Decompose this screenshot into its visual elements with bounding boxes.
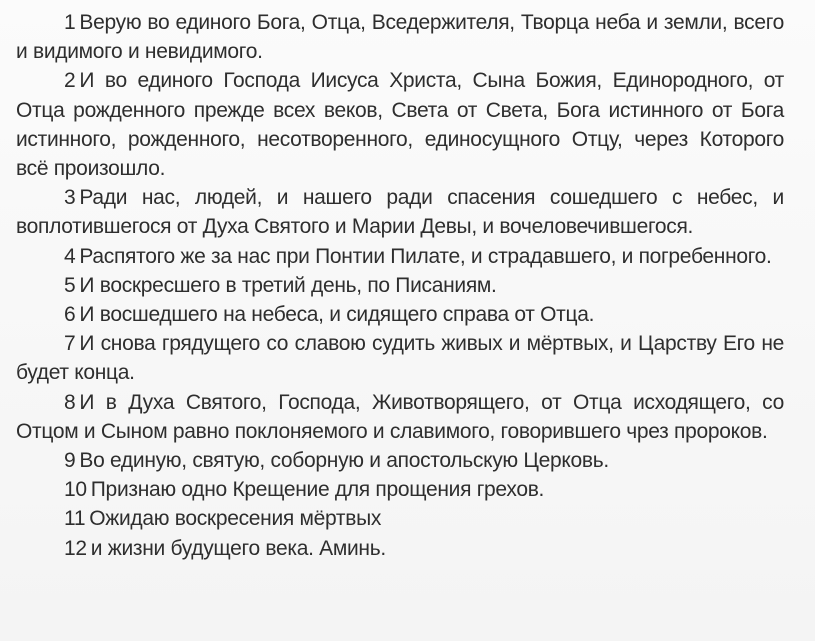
- creed-article-4: [16, 242, 784, 271]
- article-number: 11: [64, 507, 86, 531]
- article-text: Признаю одно Крещение для прощения грехов.: [90, 478, 545, 502]
- article-text: Верую во единого Бога, Отца, Вседержителя, Творца неба и земли, всего и видимого и невидимого.: [16, 11, 784, 64]
- article-text: И в Духа Святого, Господа, Животворящего, от Отца исходящего, со Отцом и Сыном равно поклоняемого и славимого, говорившего чрез пророков.: [16, 390, 784, 443]
- article-text: Во единую, святую, соборную и апостольскую Церковь.: [79, 449, 609, 473]
- article-number: 1: [64, 11, 76, 34]
- article-text: Ради нас, людей, и нашего ради спасения сошедшего с небес, и воплотившегося от Духа Святого и Марии Девы, и вочеловечившегося.: [16, 186, 784, 239]
- creed-article-9: [16, 446, 784, 475]
- creed-article-12: [16, 534, 784, 563]
- creed-article-7: [16, 329, 784, 387]
- article-number: 5: [64, 273, 76, 297]
- creed-article-8: [16, 388, 784, 446]
- article-number: 7: [64, 332, 76, 356]
- creed-article-2: [16, 66, 784, 183]
- creed-article-6: [16, 300, 784, 329]
- article-number: 8: [64, 390, 76, 414]
- creed-article-3: [16, 183, 784, 241]
- article-number: 3: [64, 186, 76, 210]
- article-text: и жизни будущего века. Аминь.: [90, 536, 386, 560]
- creed-article-5: [16, 271, 784, 300]
- article-number: 12: [64, 536, 87, 560]
- article-number: 4: [64, 244, 76, 268]
- creed-text: [16, 8, 784, 563]
- article-text: Распятого же за нас при Понтии Пилате, и страдавшего, и погребенного.: [79, 244, 772, 268]
- article-number: 2: [64, 69, 76, 93]
- article-text: И воскресшего в третий день, по Писаниям.: [79, 273, 497, 297]
- article-number: 9: [64, 449, 76, 473]
- creed-article-10: [16, 475, 784, 504]
- article-number: 10: [64, 478, 87, 502]
- article-text: И во единого Господа Иисуса Христа, Сына Божия, Единородного, от Отца рожденного прежде всех веков, Света от Света, Бога истинного от Бога истинного, рожденного, несотворенного, единосущного Отцу, через Которого всё произошло.: [16, 69, 784, 181]
- article-number: 6: [64, 303, 76, 327]
- creed-article-11: [16, 504, 784, 533]
- article-text: И восшедшего на небеса, и сидящего справа от Отца.: [79, 303, 595, 327]
- creed-article-1: [16, 8, 784, 66]
- article-text: Ожидаю воскресения мёртвых: [89, 507, 382, 531]
- article-text: И снова грядущего со славою судить живых и мёртвых, и Царству Его не будет конца.: [16, 332, 784, 385]
